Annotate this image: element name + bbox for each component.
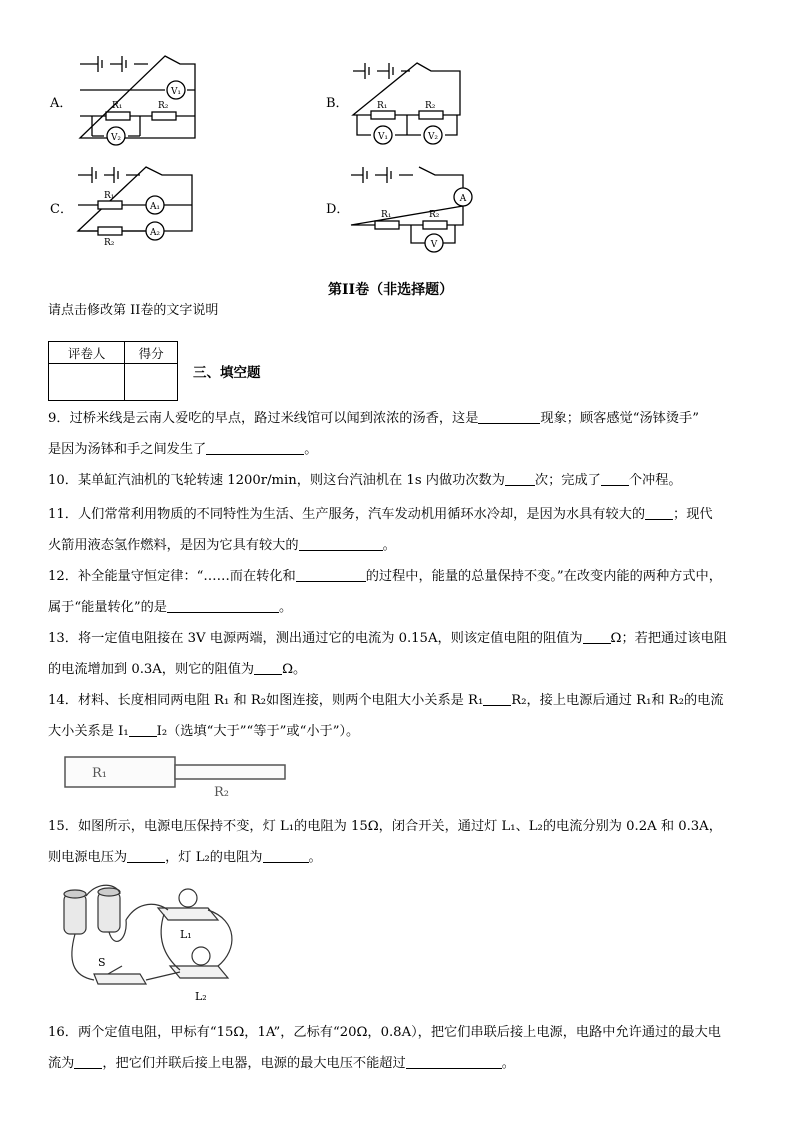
question-11 [48, 499, 758, 561]
question-14 [48, 685, 758, 747]
section-note[interactable]: 请点击修改第 II卷的文字说明 [48, 303, 219, 318]
circuit-photo [58, 880, 268, 1005]
score-table-header-grader: 评卷人 [49, 342, 125, 364]
meter-label: V [430, 240, 438, 250]
question-16 [48, 1017, 758, 1079]
question-10 [48, 465, 758, 496]
switch-label: S [98, 956, 106, 969]
question-text: 16．两个定值电阻，甲标有“15Ω，1A”，乙标有“20Ω，0.8A），把它们串联后接上电源，电路中允许通过的最大电 [48, 1025, 721, 1040]
meter-label: A₁ [149, 202, 161, 212]
answer-blank[interactable] [483, 690, 511, 706]
meter-label: V₂ [110, 133, 122, 143]
question-text: 的电流增加到 0.3A，则它的阻值为 [48, 662, 255, 677]
answer-blank[interactable] [583, 628, 611, 644]
switch-icon [94, 974, 146, 984]
circuit-diagram-b [345, 55, 470, 155]
answer-blank[interactable] [263, 847, 309, 863]
question-text: 。 [382, 538, 396, 553]
answer-blank[interactable] [167, 597, 279, 613]
question-text: 则电源电压为 [48, 850, 128, 865]
question-text: 。 [308, 850, 322, 865]
question-text: 的过程中，能量的总量保持不变。”在改变内能的两种方式中， [365, 569, 722, 584]
answer-blank[interactable] [129, 721, 157, 737]
question-9 [48, 403, 758, 465]
question-text: Ω。 [282, 662, 307, 677]
r1-label: R₁ [112, 101, 123, 111]
battery-icon [64, 888, 120, 934]
question-text: 12．补全能量守恒定律：“……而在转化和 [48, 569, 296, 584]
question-text: ；现代 [673, 507, 713, 522]
circuit-diagram-c [70, 155, 200, 248]
meter-label: A [459, 194, 467, 204]
answer-blank[interactable] [254, 659, 282, 675]
answer-blank[interactable] [299, 535, 383, 551]
question-text: ，把它们并联后接上电器，电源的最大电压不能超过 [102, 1056, 406, 1071]
r1-label: R₁ [92, 766, 107, 781]
option-b-label: B． [326, 96, 349, 111]
question-12 [48, 561, 758, 623]
meter-label: V₁ [170, 87, 182, 97]
r2-label: R₂ [425, 101, 436, 111]
answer-blank[interactable] [406, 1053, 502, 1069]
question-text: 15．如图所示，电源电压保持不变，灯 L₁的电阻为 15Ω，闭合开关，通过灯 L₁、L₂的电流分别为 0.2A 和 0.3A， [48, 819, 722, 834]
r2-label: R₂ [214, 785, 229, 800]
question-text: 14．材料、长度相同两电阻 R₁ 和 R₂如图连接，则两个电阻大小关系是 R₁ [48, 693, 484, 708]
question-text: 是因为汤钵和手之间发生了 [48, 442, 207, 457]
circuit-diagram-a [70, 50, 210, 150]
lamp-l1-label: L₁ [180, 928, 192, 941]
option-c-label: C． [50, 202, 73, 217]
part-title: 三、填空题 [193, 365, 261, 381]
meter-label: V₁ [377, 132, 389, 142]
question-text: 9．过桥米线是云南人爱吃的早点，路过米线馆可以闻到浓浓的汤香，这是 [48, 411, 479, 426]
question-text: R₂，接上电源后通过 R₁和 R₂的电流 [511, 693, 724, 708]
question-text: 大小关系是 I₁ [48, 724, 129, 739]
circuit-diagram-d [345, 155, 475, 250]
section-title: 第II卷（非选择题） [328, 282, 454, 298]
resistor-figure [64, 756, 294, 802]
question-text: 流为 [48, 1056, 75, 1071]
r2-label: R₂ [158, 101, 169, 111]
question-15 [48, 811, 758, 873]
grader-cell[interactable] [49, 364, 125, 401]
score-table-header-score: 得分 [125, 342, 178, 364]
question-text: 11．人们常常利用物质的不同特性为生活、生产服务，汽车发动机用循环水冷却，是因为水具有较大的 [48, 507, 646, 522]
meter-label: V₂ [427, 132, 439, 142]
r1-label: R₁ [381, 210, 392, 220]
question-text: 火箭用液态氢作燃料，是因为它具有较大的 [48, 538, 299, 553]
r1-label: R₁ [377, 101, 388, 111]
answer-blank[interactable] [505, 470, 535, 486]
option-a-label: A． [50, 96, 73, 111]
answer-blank[interactable] [478, 408, 540, 424]
meter-label: A₂ [149, 228, 161, 238]
question-text: I₂（选填“大于”“等于”或“小于”）。 [156, 724, 360, 739]
score-cell[interactable] [125, 364, 178, 401]
question-text: 10．某单缸汽油机的飞轮转速 1200r/min，则这台汽油机在 1s 内做功次数为 [48, 473, 505, 488]
question-text: 属于“能量转化”的是 [48, 600, 167, 615]
question-13 [48, 623, 758, 685]
bulb-icon [179, 889, 197, 907]
answer-blank[interactable] [645, 504, 673, 520]
question-text: 次；完成了 [534, 473, 601, 488]
bulb-icon [192, 947, 210, 965]
answer-blank[interactable] [74, 1053, 102, 1069]
option-d-label: D． [326, 202, 350, 217]
question-text: Ω；若把通过该电阻 [610, 631, 727, 646]
r2-label: R₂ [429, 210, 440, 220]
r2-label: R₂ [104, 238, 115, 248]
question-text: 13．将一定值电阻接在 3V 电源两端，测出通过它的电流为 0.15A，则该定值电阻的阻值为 [48, 631, 583, 646]
r1-label: R₁ [104, 191, 115, 201]
question-text: 个冲程。 [628, 473, 682, 488]
answer-blank[interactable] [601, 470, 629, 486]
question-text: 现象；顾客感觉“汤钵烫手” [540, 411, 699, 426]
lamp-l2-label: L₂ [195, 990, 207, 1003]
answer-blank[interactable] [206, 439, 304, 455]
question-text: 。 [304, 442, 318, 457]
question-text: 。 [501, 1056, 515, 1071]
question-text: 。 [278, 600, 293, 615]
answer-blank[interactable] [127, 847, 165, 863]
question-text: ，灯 L₂的电阻为 [165, 850, 263, 865]
answer-blank[interactable] [296, 566, 366, 582]
score-table [48, 341, 178, 401]
